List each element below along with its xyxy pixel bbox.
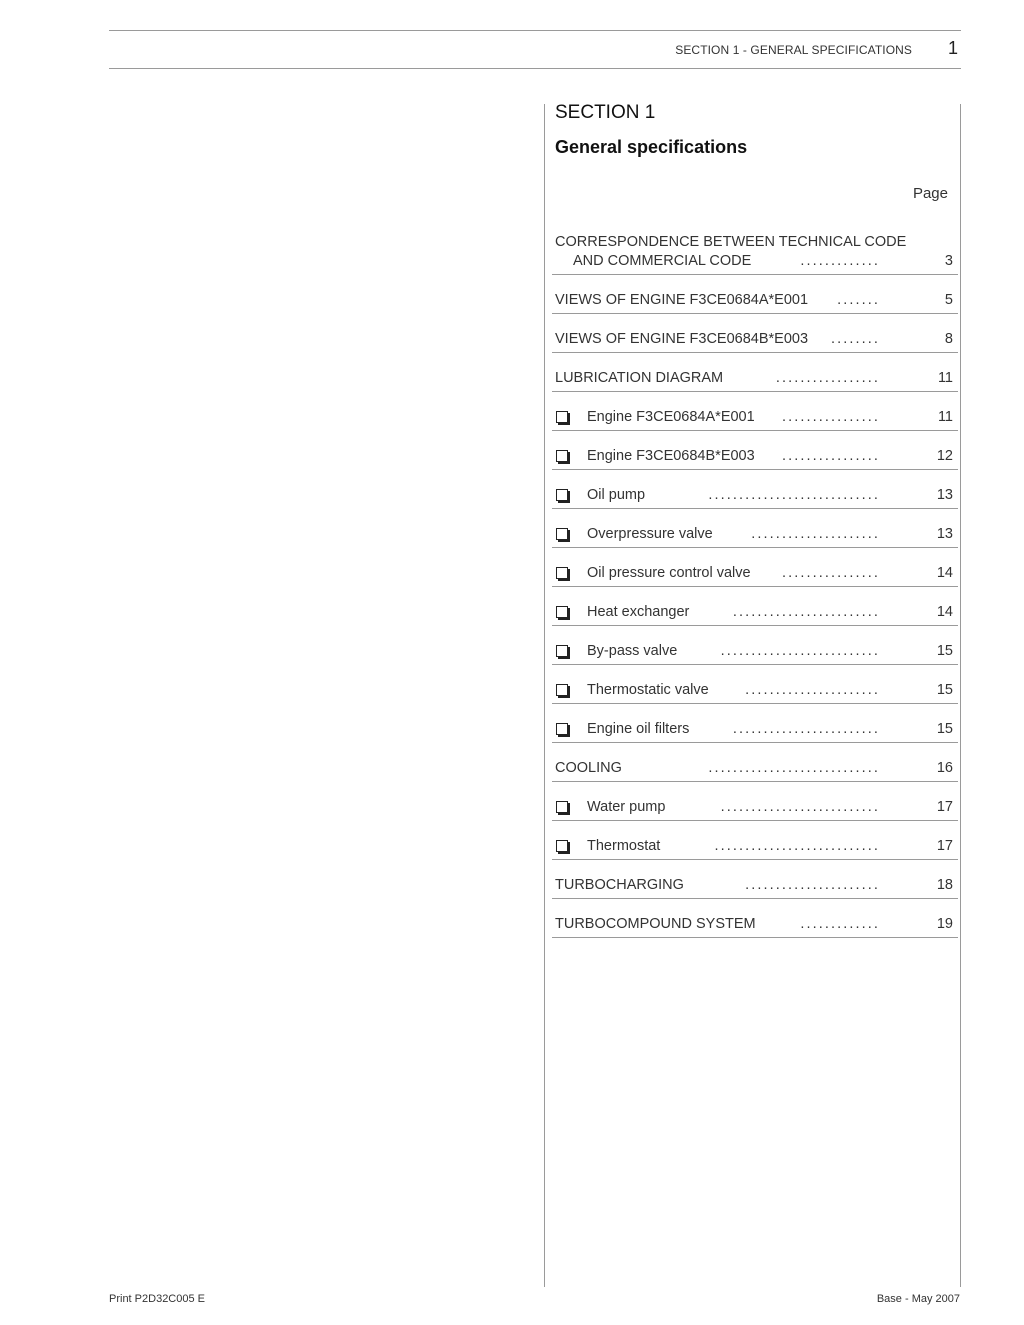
toc-entry-leader-dots: ............. [800, 253, 880, 269]
checkbox-bullet-icon [556, 840, 568, 852]
toc-entry[interactable] [552, 353, 958, 392]
toc-entry-leader-dots: ........................ [732, 604, 880, 620]
checkbox-bullet-icon [556, 723, 568, 735]
checkbox-bullet-icon [556, 567, 568, 579]
toc-entry-page-number: 17 [936, 838, 953, 854]
toc-entry-label: Engine oil filters [587, 721, 690, 737]
toc-entry-label: By-pass valve [587, 643, 678, 659]
toc-entry-label: TURBOCHARGING [555, 877, 684, 893]
toc-entry[interactable] [552, 548, 958, 587]
toc-entry-page-number: 14 [936, 565, 953, 581]
toc-entry-page-number: 8 [944, 331, 953, 347]
running-header: SECTION 1 - GENERAL SPECIFICATIONS [675, 43, 912, 57]
checkbox-bullet-icon [556, 528, 568, 540]
toc-entry-leader-dots: .......................... [720, 643, 880, 659]
toc-entry-leader-dots: ................ [781, 448, 880, 464]
toc-entry-leader-dots: ........................... [714, 838, 880, 854]
toc-entry[interactable] [552, 275, 958, 314]
toc-entry-page-number: 15 [936, 682, 953, 698]
toc-entry[interactable] [552, 470, 958, 509]
toc-entry-label: Thermostatic valve [587, 682, 709, 698]
toc-entry-page-number: 15 [936, 721, 953, 737]
toc-entry-page-number: 17 [936, 799, 953, 815]
toc-entry-label: Overpressure valve [587, 526, 713, 542]
toc-entry-leader-dots: ............................ [708, 760, 880, 776]
toc-entry-label: Water pump [587, 799, 666, 815]
toc-entries [552, 230, 958, 938]
toc-entry[interactable] [552, 665, 958, 704]
checkbox-bullet-icon [556, 450, 568, 462]
toc-entry[interactable] [552, 230, 958, 275]
toc-entry-label: Engine F3CE0684B*E003 [587, 448, 755, 464]
checkbox-bullet-icon [556, 801, 568, 813]
page-column-label: Page [912, 185, 948, 202]
toc-entry[interactable] [552, 821, 958, 860]
toc-entry-leader-dots: ...................... [745, 877, 880, 893]
toc-entry-page-number: 15 [936, 643, 953, 659]
toc-entry-label: VIEWS OF ENGINE F3CE0684A*E001 [555, 292, 809, 308]
toc-entry-label: Thermostat [587, 838, 661, 854]
section-number: SECTION 1 [555, 102, 656, 123]
toc-entry-page-number: 16 [936, 760, 953, 776]
checkbox-bullet-icon [556, 606, 568, 618]
toc-entry-page-number: 5 [944, 292, 953, 308]
toc-entry-leader-dots: ............. [800, 916, 880, 932]
toc-entry-label: LUBRICATION DIAGRAM [555, 370, 724, 386]
header-bottom-rule [109, 68, 961, 69]
toc-entry[interactable] [552, 587, 958, 626]
toc-entry-leader-dots: ...................... [745, 682, 880, 698]
toc-entry-page-number: 18 [936, 877, 953, 893]
header-page-number: 1 [947, 38, 958, 58]
checkbox-bullet-icon [556, 489, 568, 501]
print-code: Print P2D32C005 E [109, 1293, 205, 1305]
edition-date: Base - May 2007 [876, 1293, 960, 1305]
toc-entry[interactable] [552, 431, 958, 470]
toc-entry-page-number: 12 [936, 448, 953, 464]
toc-entry-leader-dots: ................ [781, 409, 880, 425]
toc-entry[interactable] [552, 314, 958, 353]
toc-entry-leader-dots: ........................ [732, 721, 880, 737]
toc-entry-leader-dots: ................. [775, 370, 880, 386]
toc-entry-page-number: 11 [937, 409, 953, 425]
toc-entry[interactable] [552, 704, 958, 743]
toc-entry-label: TURBOCOMPOUND SYSTEM [555, 916, 756, 932]
toc-entry[interactable] [552, 392, 958, 431]
column-divider-right [960, 104, 961, 1287]
checkbox-bullet-icon [556, 645, 568, 657]
section-title: General specifications [555, 137, 748, 157]
toc-entry-leader-dots: .......................... [720, 799, 880, 815]
toc-entry-page-number: 19 [936, 916, 953, 932]
toc-entry-label: Oil pressure control valve [587, 565, 751, 581]
toc-entry-leader-dots: ..................... [751, 526, 880, 542]
toc-entry-label: COOLING [555, 760, 622, 776]
checkbox-bullet-icon [556, 684, 568, 696]
header-top-rule [109, 30, 961, 31]
toc-entry-page-number: 11 [937, 370, 953, 386]
table-of-contents [555, 100, 958, 932]
toc-entry-label-line2: AND COMMERCIAL CODE [573, 253, 752, 269]
toc-entry-label: Engine F3CE0684A*E001 [587, 409, 755, 425]
toc-entry-page-number: 13 [936, 526, 953, 542]
toc-entry[interactable] [552, 743, 958, 782]
toc-entry[interactable] [552, 899, 958, 938]
toc-entry-leader-dots: ................ [781, 565, 880, 581]
toc-entry-page-number: 13 [936, 487, 953, 503]
toc-entry[interactable] [552, 860, 958, 899]
toc-entry-page-number: 14 [936, 604, 953, 620]
toc-entry-label: Oil pump [587, 487, 646, 503]
toc-entry-label: Heat exchanger [587, 604, 690, 620]
toc-entry-leader-dots: ........ [830, 331, 880, 347]
checkbox-bullet-icon [556, 411, 568, 423]
toc-entry[interactable] [552, 782, 958, 821]
column-divider-left [544, 104, 545, 1287]
toc-entry[interactable] [552, 509, 958, 548]
toc-entry[interactable] [552, 626, 958, 665]
toc-entry-leader-dots: ....... [837, 292, 880, 308]
toc-entry-page-number: 3 [944, 253, 953, 269]
toc-entry-label-line1: CORRESPONDENCE BETWEEN TECHNICAL CODE [555, 234, 907, 250]
toc-entry-leader-dots: ............................ [708, 487, 880, 503]
toc-entry-label: VIEWS OF ENGINE F3CE0684B*E003 [555, 331, 809, 347]
